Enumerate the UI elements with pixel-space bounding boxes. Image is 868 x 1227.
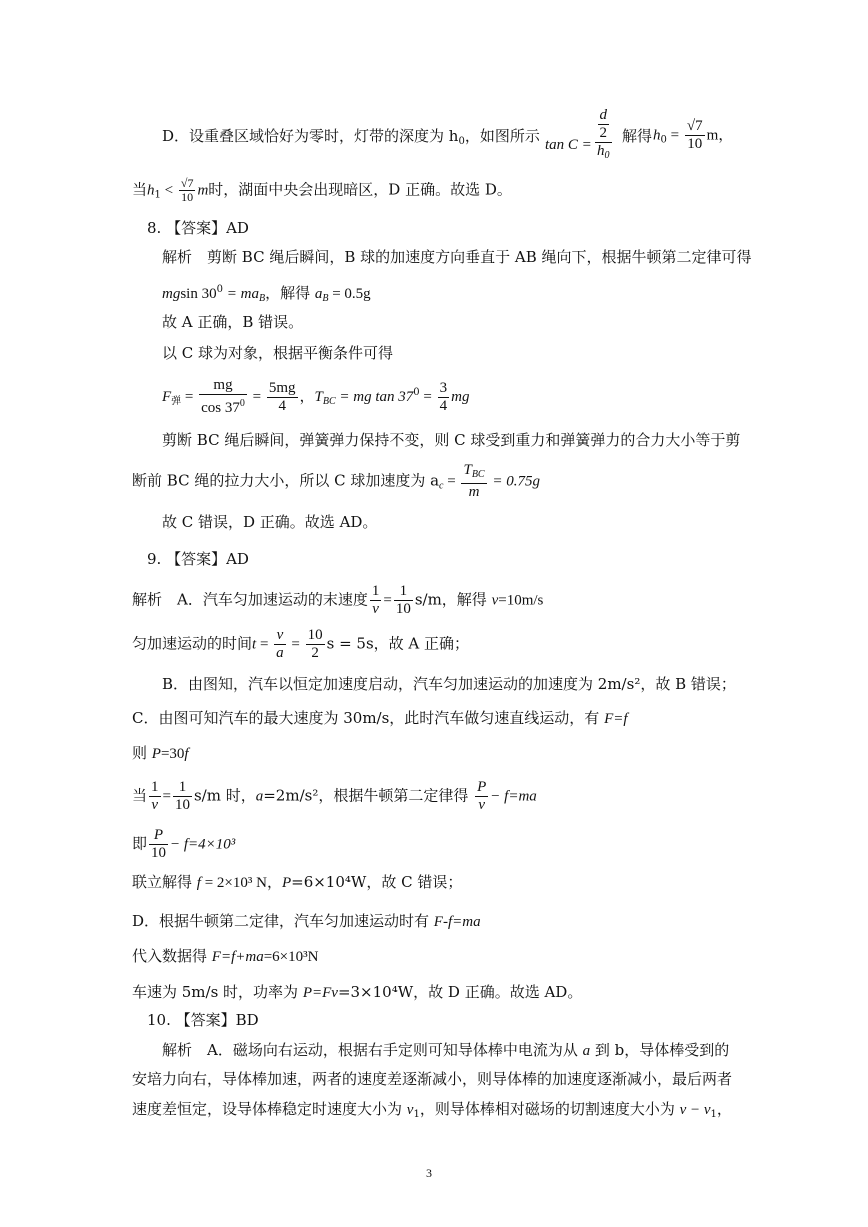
math: − f=ma	[490, 788, 537, 805]
page-number: 3	[426, 1166, 432, 1180]
fraction	[149, 827, 168, 862]
math: F-f=ma	[433, 914, 481, 930]
h-symbol: h	[597, 143, 605, 159]
q8-c-object: 以 C 球为对象，根据平衡条件可得	[162, 344, 394, 362]
numerator: 5mg	[268, 379, 296, 396]
math: a	[255, 788, 264, 805]
unit: m	[706, 127, 719, 144]
equals: =	[248, 389, 265, 405]
numerator: √7	[686, 118, 703, 134]
q8-answer: 8. 【答案】AD	[147, 219, 249, 237]
denominator	[595, 143, 612, 164]
math: f	[196, 875, 201, 891]
denominator: 10	[687, 136, 703, 152]
text: 代入数据得	[132, 947, 212, 965]
q9-answer: 9. 【答案】AD	[147, 550, 249, 568]
text: 到 b，导体棒受到的	[590, 1041, 730, 1059]
denominator: v	[151, 797, 159, 813]
q8-accel-c	[132, 462, 540, 501]
comma: ，	[299, 387, 315, 405]
denominator: 10	[151, 845, 167, 861]
fraction	[438, 380, 450, 415]
fraction	[685, 118, 705, 153]
q9-c-solve	[132, 873, 462, 892]
denominator: 10	[174, 797, 190, 813]
text: 时，湖面中央会出现暗区，D 正确。故选 D。	[208, 180, 512, 199]
fraction	[461, 462, 486, 501]
subscript: BC	[471, 469, 485, 480]
numerator: 10	[307, 627, 323, 643]
text: ，解得	[265, 284, 315, 302]
math: v	[406, 1102, 414, 1118]
q9-d-substitute	[132, 947, 318, 966]
equals: =	[666, 127, 683, 144]
denominator: v	[478, 797, 486, 813]
text: 匀加速运动的时间	[132, 634, 253, 653]
numerator: d	[599, 107, 607, 123]
fraction	[149, 779, 161, 814]
text: D．设重叠区域恰好为零时，灯带的深度为 h	[162, 127, 459, 145]
subscript: B	[258, 293, 266, 304]
q9-a	[132, 583, 543, 618]
text: 速度差恒定，设导体棒稳定时速度大小为	[132, 1100, 407, 1118]
q10-c	[132, 1100, 732, 1124]
math: a	[314, 286, 323, 302]
unit: m	[197, 182, 209, 199]
math: =10m/s	[498, 592, 544, 609]
equals: =	[287, 636, 304, 653]
subscript: 1	[710, 1109, 717, 1120]
numerator: √7	[180, 176, 194, 190]
text: 联立解得	[132, 873, 197, 891]
text: 车速为 5m/s 时，功率为	[132, 983, 303, 1001]
math: = 0.5g	[328, 286, 371, 302]
fraction	[306, 627, 325, 662]
q9-b: B．由图知，汽车以恒定加速度启动，汽车匀加速运动的加速度为 2m/s²，故 B 错误；	[162, 675, 736, 693]
fraction	[179, 177, 196, 204]
fraction	[475, 779, 488, 814]
t-symbol: T	[463, 462, 472, 478]
numerator: P	[477, 779, 487, 795]
subscript: 弹	[171, 396, 182, 407]
text: =3×10⁴W，故 D 正确。故选 AD。	[337, 983, 583, 1001]
numerator: 3	[439, 379, 448, 396]
math: v − v	[679, 1102, 711, 1118]
less-than: <	[160, 182, 177, 199]
subscript: c	[439, 480, 444, 492]
tan-c-fraction	[593, 107, 614, 164]
fraction	[595, 107, 612, 164]
text: =6×10⁴W，故 C 错误；	[291, 873, 463, 891]
denominator	[199, 395, 247, 417]
text: 则	[132, 744, 152, 762]
math: F=f+ma	[211, 949, 264, 965]
math: P	[281, 875, 292, 891]
text: C．由图可知汽车的最大速度为 30m/s，此时汽车做匀速直线运动，有	[132, 709, 605, 727]
denominator: 10	[181, 190, 194, 204]
numerator: P	[149, 827, 168, 845]
q8-equation-b	[162, 281, 371, 308]
equals: =	[181, 389, 198, 405]
numerator	[595, 107, 612, 143]
math: a	[582, 1043, 591, 1059]
solve-label: 解得	[622, 127, 653, 145]
q8-final: 故 C 错误，D 正确。故选 AD。	[162, 513, 378, 531]
q10-answer: 10. 【答案】BD	[147, 1011, 259, 1029]
text: 解析 A．汽车匀加速运动的末速度	[132, 590, 368, 609]
q9-d	[132, 912, 481, 931]
option-d-conclusion	[132, 177, 512, 205]
superscript: 0	[239, 398, 245, 409]
text: s = 5s，故 A 正确；	[326, 634, 470, 653]
numerator: v	[274, 627, 286, 645]
q9-c-power	[132, 744, 189, 763]
math: = 2×10³ N，	[200, 875, 282, 891]
math: =6×10³N	[263, 949, 319, 965]
equals: =	[162, 788, 171, 805]
q9-c-when	[132, 779, 537, 814]
math: f	[184, 746, 189, 762]
denominator: 2	[599, 125, 607, 141]
equals: =	[383, 592, 392, 609]
denominator: m	[468, 484, 480, 500]
q8-equation-f	[162, 377, 469, 417]
math: t	[252, 636, 257, 653]
subscript: 1	[413, 1109, 420, 1120]
text: ，则导体棒相对磁场的切割速度大小为	[419, 1100, 680, 1118]
fraction	[199, 377, 247, 417]
denominator: 10	[395, 601, 411, 617]
numerator	[461, 462, 486, 484]
numerator: 1	[173, 779, 192, 797]
text: D．根据牛顿第二定律，汽车匀加速运动时有	[132, 912, 434, 930]
subscript: 0	[604, 150, 610, 161]
denominator: a	[276, 645, 284, 661]
text: ，如图所示	[464, 127, 540, 145]
fraction	[173, 779, 192, 814]
math: P=Fv	[302, 985, 338, 1001]
text: 当	[132, 180, 148, 199]
comma: ，	[718, 125, 734, 144]
text: s/m 时，	[193, 786, 256, 805]
math: = 0.75g	[488, 473, 540, 490]
subscript: 0	[458, 136, 465, 147]
text: ，	[716, 1100, 732, 1118]
text: =2m/s²，根据牛顿第二定律得	[263, 786, 474, 805]
q8-cut-bc: 剪断 BC 绳后瞬间，弹簧弹力保持不变，则 C 球受到重力和弹簧弹力的合力大小等于剪	[162, 431, 741, 449]
subscript: B	[322, 293, 329, 304]
subscript: 1	[154, 189, 161, 201]
text: 解析 A．磁场向右运动，根据右手定则可知导体棒中电流为从	[162, 1041, 583, 1059]
denominator: v	[372, 601, 379, 617]
math: =30	[160, 746, 185, 762]
denominator: 2	[311, 645, 319, 661]
h0-result	[653, 118, 733, 153]
math: F=f	[604, 711, 628, 727]
equals: =	[419, 389, 436, 405]
math: v	[491, 592, 499, 609]
math: sin 30	[180, 286, 217, 302]
math: mg	[162, 286, 181, 302]
cos: cos 37	[201, 400, 240, 416]
text: 断前 BC 绳的拉力大小，所以 C 球加速度为 a	[132, 471, 440, 490]
fraction	[274, 627, 286, 662]
numerator: 1	[371, 583, 380, 599]
subscript: BC	[322, 396, 336, 407]
math: = mg tan 37	[335, 389, 414, 405]
q9-d-power	[132, 983, 582, 1002]
q9-a-time	[132, 627, 469, 662]
q10-a	[162, 1041, 729, 1060]
fraction	[598, 107, 610, 142]
superscript: 0	[216, 284, 223, 295]
math: − f=4×10³	[170, 836, 236, 853]
q8-conclusion-ab: 故 A 正确，B 错误。	[162, 313, 304, 331]
q8-analysis: 解析 剪断 BC 绳后瞬间，B 球的加速度方向垂直于 AB 绳向下，根据牛顿第二定律可得	[162, 248, 752, 266]
math: F	[162, 389, 172, 405]
text: 即	[132, 834, 148, 853]
fraction	[267, 380, 298, 415]
numerator: mg	[199, 377, 247, 395]
fraction	[370, 583, 382, 618]
option-d-line	[162, 127, 540, 151]
text: s/m，解得	[414, 590, 492, 609]
tan-c-label: tan C =	[545, 137, 592, 153]
subscript: 0	[660, 134, 667, 146]
q9-c-ie	[132, 827, 235, 862]
q10-b: 安培力向右，导体棒加速，两者的速度差逐渐减小，则导体棒的加速度逐渐减小，最后两者	[132, 1070, 733, 1088]
fraction	[394, 583, 413, 618]
q9-c	[132, 709, 628, 728]
equals: =	[256, 636, 273, 653]
h-symbol: h	[653, 127, 661, 144]
math: mg	[451, 389, 470, 405]
h-symbol: h	[147, 182, 155, 199]
math: = ma	[222, 286, 259, 302]
denominator: 4	[439, 397, 448, 414]
superscript: 0	[413, 387, 420, 398]
numerator: 1	[151, 779, 159, 795]
math: T	[314, 389, 323, 405]
numerator: 1	[394, 583, 413, 601]
equals: =	[443, 473, 460, 490]
denominator: 4	[278, 397, 286, 414]
text: 当	[132, 786, 148, 805]
math: P	[151, 746, 161, 762]
